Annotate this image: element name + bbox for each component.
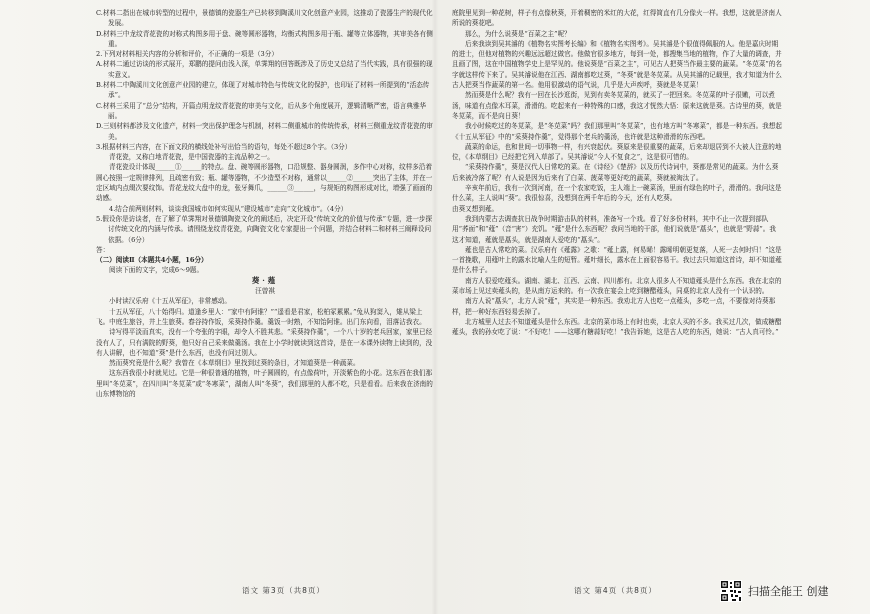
page-4-paragraph: 庭院里见到一种花树，样子有点像秋葵，开着稠密的米红的大花，红得简直有几分像火一样。我想，这就是济南人所说的葵花吧。 <box>452 9 782 28</box>
page-3-footer: 语文 第3页（共8页） <box>242 586 325 595</box>
page-4-paragraph: 南方人说“藠头”，北方人说“薤”，其实是一种东西。我劝北方人也吃一点薤头，多吃一点，不要像对待葵那样，把一种好东西轻易丢掉了。 <box>452 297 776 316</box>
qr-code-icon <box>720 580 742 602</box>
page-4-paragraph: 辛亥年前后，我有一次到河南，在一个农家吃饭，主人端上一碗菜汤，里面有绿色的叶子，滑滑的。我问这是什么菜，主人说叫“葵”。我很惊喜，没想到在两千年后的今天，还有人吃葵。 <box>452 184 782 203</box>
page-3-paragraph: 然而葵究竟是什么呢？我曾在《本草纲目》里找到过葵的条目，才知道葵是一种蔬菜。 <box>109 359 360 368</box>
page-4-column <box>452 8 782 580</box>
page-3-paragraph: 葵·薤 <box>251 275 279 285</box>
page-3-paragraph: 青花瓷设计体现______①______的特点。盘、碗等圆形器物，口沿规整、器身圆润，多作中心对称，纹样多沿着圆心按照一定规律排列，且疏密有致；瓶、罐等器物，不少造型不对称，通常以______②______突出了主体，并在一定区域内点缀次要纹饰。青花龙纹大盘中的龙，张牙舞爪，______③______，与规矩的构图形成对比，增强了画面的动感。 <box>96 163 433 203</box>
page-3-paragraph: D.材料三中龙纹青花瓷的对称式构图多用于盘、碗等圆形器物，均衡式构图多用于瓶、罐等立体器物，其审美各有侧重。 <box>96 29 433 48</box>
page-3-paragraph: 汪曾祺 <box>255 287 275 296</box>
page-4-paragraph: 那么，为什么说葵是“百菜之主”呢？ <box>465 29 571 38</box>
page-4-paragraph: 北方城里人过去不知道薤头是什么东西。北京的菜市场上有时也卖，北京人买的不多。我买过几次，做成糖醋薤头，我的孙女吃了说：“不好吃！——这哪有糖蒜好吃！”我告诉她，这是古人吃的东西，她说：“古人真可怜。” <box>452 317 782 337</box>
page-4-footer: 语文 第4页（共8页） <box>574 586 657 595</box>
page-3-paragraph: 答： <box>96 245 110 254</box>
page-4-paragraph: 后来我读到吴其濬的《植物名实图考长编》和《植物名实图考》。吴其濬是个很值得佩服的人。他是嘉庆时期的进士，但他对植物的兴趣远远超过做官。他做官很多地方，每到一处，都搜集当地的植物，作了大量的调查，并且画了图，这在中国植物学史上是罕见的。他说葵是“百菜之主”，可见古人把葵当作最主要的蔬菜。“冬苋菜”的名字就这样传下来了。吴其濬说他在江西、湖南都吃过葵，“冬葵”就是冬苋菜。从吴其濬的记载里，我才知道为什么古人把葵当作蔬菜的第一名。他用很激动的语气说，几乎是大声疾呼，葵就是冬苋菜！ <box>452 39 782 90</box>
page-3-paragraph: 4.结合前两则材料，谈谈我国城市如何实现从“建设城市”走向“文化城市”。（4分） <box>109 204 348 213</box>
page-3-paragraph: 十五从军征，八十始得归。道逢乡里人：“家中有阿谁？”“遥看是君家，松柏冢累累。”兔从狗窦入，雉从梁上飞。中庭生旅谷，井上生旅葵。舂谷持作饭，采葵持作羹。羹饭一时熟，不知饴阿谁。出门东向看，泪落沾我衣。 <box>96 307 426 326</box>
page-4-paragraph: “采葵持作羹”，葵是汉代人日常吃的菜。在《诗经》《楚辞》以及历代诗词中，葵都是常见的蔬菜。为什么葵后来被冷落了呢？有人说是因为后来有了白菜、菠菜等更好吃的蔬菜，葵就被淘汰了。 <box>452 163 779 182</box>
page-3-paragraph: 青花瓷，又称白地青花瓷，是中国瓷器的主流品种之一。 <box>109 153 274 162</box>
page-3-paragraph: A.材料二通过访谈的形式展开，郑鹏的提问由浅入深，单霁翔的回答既涉及了历史又总结了当代实践，具有很强的现实意义。 <box>96 60 433 79</box>
page-3-paragraph: C.材料二指出在城市转型的过程中，景德镇的瓷器生产已转移到陶溪川文化创意产业园，这推动了瓷器生产的现代化发展。 <box>96 9 433 28</box>
page-3-paragraph: C.材料三采用了“总分”结构，开篇点明龙纹青花瓷的审美与文化，后从多个角度展开，逻辑清晰严密，语言典雅华丽。 <box>96 101 427 120</box>
page-3-paragraph: 2.下列对材料相关内容的分析和评价，不正确的一项是（3分） <box>96 50 278 59</box>
page-4-paragraph: 由葵又想到薤。 <box>452 204 499 213</box>
page-4-paragraph: 我小时候吃过的冬苋菜，是“冬苋菜”吗？我们那里叫“冬苋菜”，也有地方叫“冬寒菜”，都是一种东西。我想起《十五从军征》中的“采葵持作羹”，觉得那个老兵的羹汤，也许就是这种滑滑的东西吧。 <box>452 122 782 141</box>
scanner-label: 扫描全能王 创建 <box>748 585 829 598</box>
page-4-paragraph: 然而葵是什么呢？我有一回在长沙逛街，见到有卖冬苋菜的，就买了一把回来。冬苋菜的叶子很嫩，可以煮汤，味道有点像木耳菜，滑滑的。吃起来有一种特殊的口感，我这才恍然大悟：原来这就是葵。古诗里的葵，就是冬苋菜，而不是向日葵！ <box>452 91 782 120</box>
page-3-paragraph: （二）阅读Ⅱ（本题共4小题，16分） <box>96 256 208 265</box>
page-3-paragraph: 3.根据材料三内容，在下面文段的横线处补写出恰当的语句，每处不超过8个字。（3分） <box>96 142 352 151</box>
page-4-paragraph: 南方人很爱吃薤头。湖南、湖北、江西、云南、四川都有。北京人很多人不知道薤头是什么东西。我在北京的菜市场上见过卖薤头的，是从南方运来的。有一次我在宴会上吃到糖醋薤头，同桌的北京人没有一个认识的。 <box>452 276 782 296</box>
page-3-paragraph: 小时读汉乐府《十五从军征》，非常感动。 <box>109 297 231 306</box>
page-4-paragraph: 薤也是古人常吃的菜。汉乐府有《薤露》之歌：“薤上露，何易晞！露晞明朝更复落，人死一去何时归！”这是一首挽歌，用薤叶上的露水比喻人生的短暂。薤叶细长，露水在上面很容易干。我过去只知道这首诗，却不知道薤是什么样子。 <box>452 245 782 275</box>
page-4-paragraph: 蔬菜的命运，也和世间一切事物一样，有兴衰起伏。葵原来是很重要的蔬菜，后来却退居到不大被人注意的地位，《本草纲目》已经把它列入草部了。吴其濬说“今人不复食之”，这是很可惜的。 <box>452 142 782 162</box>
page-3-column <box>96 8 434 580</box>
page-3-paragraph: 这东西我很小时就见过。它是一种很普通的植物，叶子圆圆的，有点像荷叶，开淡紫色的小花。这东西在我们那里叫“冬苋菜”，在四川叫“冬苋菜”或“冬寒菜”，湖南人叫“冬葵”，我们那里的人都不吃，只是看看。后来我在济南的山东博物馆的 <box>96 369 433 398</box>
page-4-paragraph: 我到内蒙古去调查抗日战争时期游击队的材料，准备写一个戏。看了好多份材料，其中不止一次提到部队用“荞面”和“薤”（音“害”）充饥。“薤”是什么东西呢？我问当地的干部，他们说就是“藠头”，也就是“野蒜”。我这才知道，薤就是藠头，就是湖南人爱吃的“藠头”。 <box>452 214 776 244</box>
scanner-watermark <box>720 580 829 602</box>
page-3-paragraph: D.三则材料都涉及文化遗产，材料一突出保护理念与机制，材料二侧重城市的传统传承，材料三侧重龙纹青花瓷的审美。 <box>96 122 433 141</box>
page-3-paragraph: 5.假设你是访谈者，在了解了单霁翔对景德镇陶瓷文化的阐述后，决定开设“传统文化的价值与传承”专题，进一步探讨传统文化的内涵与传承。请围绕龙纹青花瓷，向陶瓷文化专家提出一个问题，并结合材料二和材料三阐释设问依据。（6分） <box>96 214 433 244</box>
page-3-paragraph: 阅读下面的文字，完成6～9题。 <box>109 266 204 275</box>
page-3-paragraph: 诗写得平淡而真实，没有一个夸张的字眼，却令人不胜其悲。“采葵持作羹”，一个八十岁的老兵回家，家里已经没有人了，只有满院的野葵，他只好自己采来做羹汤。我在上小学时就读到这首诗，是在一本课外读物上读到的，没有人讲解，也不知道“葵”是什么东西，也没有问过别人。 <box>96 328 433 357</box>
page-3-paragraph: B.材料二中陶溪川文化创意产业园的建立，体现了对城市特色与传统文化的保护，也印证了材料一所提到的“活态传承”。 <box>96 81 430 100</box>
